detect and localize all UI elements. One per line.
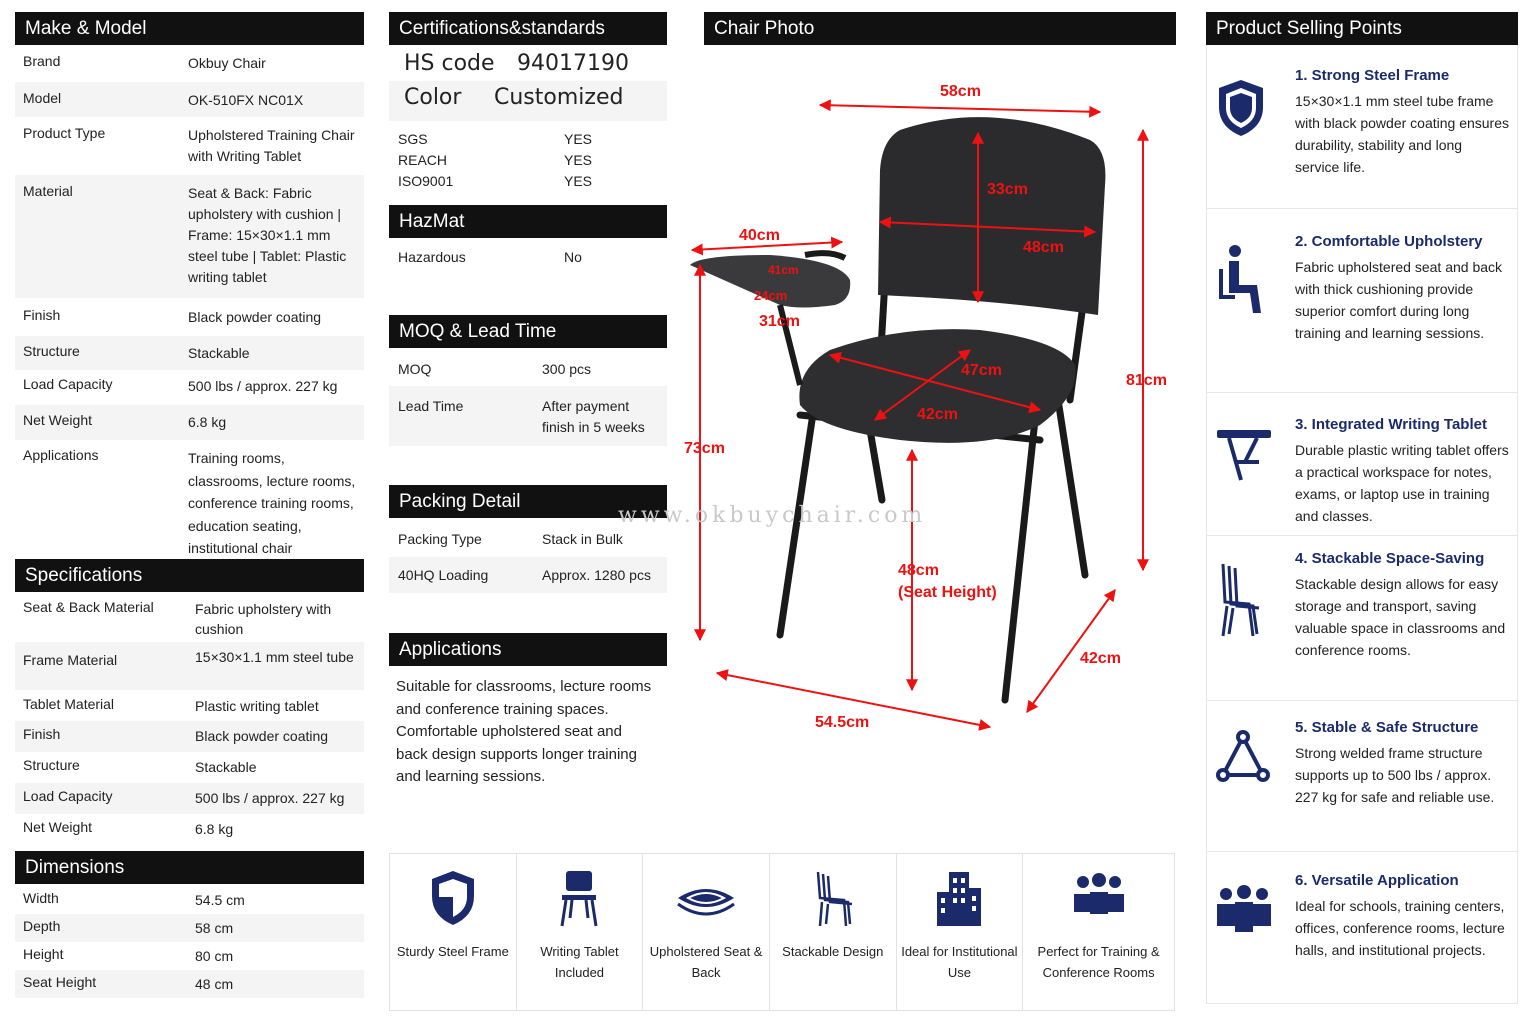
hs-code-label: HS code <box>404 51 495 76</box>
moq-row <box>389 386 667 446</box>
selling-point-text: Durable plastic writing tablet offers a practical workspace for notes, exams, or laptop use in training and classes. <box>1295 442 1509 524</box>
row-value: Okbuy Chair <box>188 55 266 71</box>
chair-backrest <box>878 117 1105 315</box>
feature-label: Upholstered Seat & Back <box>649 944 763 980</box>
hazmat-key: Hazardous <box>398 249 466 265</box>
table-row <box>15 45 364 82</box>
table-row <box>15 336 364 370</box>
packing-table <box>389 518 667 633</box>
group-icon <box>1215 884 1273 936</box>
group-icon <box>1071 868 1127 928</box>
dim-base-width: 54.5cm <box>815 714 870 731</box>
feature-item <box>897 854 1024 1010</box>
cert-value: YES <box>564 173 593 189</box>
dim-tablet-height: 73cm <box>684 440 725 457</box>
cert-value: YES <box>564 131 593 147</box>
feature-label: Perfect for Training & Conference Rooms <box>1037 944 1160 980</box>
feature-strip <box>389 853 1175 1011</box>
row-value: OK-510FX NC01X <box>188 92 304 108</box>
row-key: Finish <box>23 307 61 323</box>
feature-item <box>770 854 897 1010</box>
dim-seat-height: 48cm <box>898 562 939 579</box>
row-key: Width <box>23 890 59 906</box>
dim-width-top: 58cm <box>940 83 981 100</box>
table-row <box>15 440 364 556</box>
selling-point <box>1207 701 1517 852</box>
selling-point-title: 3. Integrated Writing Tablet <box>1295 416 1487 433</box>
selling-point <box>1207 45 1517 209</box>
dim-tablet-d3: 31cm <box>759 313 800 330</box>
selling-point <box>1207 393 1517 536</box>
feature-item <box>390 854 517 1010</box>
table-row <box>15 886 364 914</box>
row-key: Material <box>23 183 73 199</box>
selling-point <box>1207 852 1517 1004</box>
specifications-table <box>15 592 364 845</box>
make-model-table <box>15 45 364 556</box>
row-value: Plastic writing tablet <box>195 698 319 714</box>
row-key: Applications <box>23 447 99 463</box>
dim-tablet-d2: 24cm <box>754 288 788 303</box>
building-icon <box>934 868 984 928</box>
row-key: Structure <box>23 757 80 773</box>
selling-point-text: 15×30×1.1 mm steel tube frame with black powder coating ensures durability, stability and long service life. <box>1295 93 1510 175</box>
dim-depth: 42cm <box>1080 650 1121 667</box>
cushion-icon <box>674 868 738 928</box>
dim-seat-depth: 47cm <box>961 362 1002 379</box>
cert-name: ISO9001 <box>398 173 454 189</box>
selling-point-title: 1. Strong Steel Frame <box>1295 67 1450 84</box>
certifications-header: Certifications&standards <box>389 12 667 45</box>
row-key: Model <box>23 90 62 106</box>
table-row <box>15 814 364 845</box>
table-row <box>15 970 364 998</box>
feature-item <box>517 854 644 1010</box>
table-row <box>15 175 364 298</box>
feature-label: Sturdy Steel Frame <box>396 944 509 959</box>
row-key: Structure <box>23 343 80 359</box>
applications-paragraph: Comfortable upholstered seat and back design supports longer training and learning sessions. <box>396 723 637 786</box>
cert-row <box>398 129 667 150</box>
color-row <box>389 81 667 121</box>
table-row <box>15 783 364 814</box>
row-key: Height <box>23 946 64 962</box>
moq-key: MOQ <box>398 361 432 377</box>
selling-point-text: Stackable design allows for easy storage and transport, saving valuable space in classrooms and conference rooms. <box>1295 576 1506 658</box>
table-row <box>15 642 364 690</box>
row-value: 54.5 cm <box>195 892 245 908</box>
moq-table <box>389 348 667 485</box>
table-row <box>15 370 364 405</box>
watermark: www.okbuychair.com <box>618 503 927 528</box>
packing-row <box>389 557 667 593</box>
row-key: Depth <box>23 918 61 934</box>
table-row <box>15 298 364 336</box>
row-value: 48 cm <box>195 976 234 992</box>
make-model-column <box>15 12 364 998</box>
row-value: Stackable <box>188 345 250 361</box>
packing-key: Packing Type <box>398 531 482 547</box>
cert-row <box>398 171 667 192</box>
selling-point <box>1207 209 1517 393</box>
seated-person-icon <box>1215 243 1267 317</box>
table-row <box>15 594 364 642</box>
tablet-chair-icon <box>554 868 604 928</box>
moq-key: Lead Time <box>398 398 464 414</box>
selling-point-text: Strong welded frame structure supports up to 500 lbs / approx. 227 kg for safe and reliable use. <box>1295 745 1495 805</box>
stacked-chairs-icon <box>1215 560 1265 640</box>
feature-item <box>643 854 770 1010</box>
row-value: 6.8 kg <box>195 821 234 837</box>
dim-back-width: 48cm <box>1023 239 1064 256</box>
triangle-structure-icon <box>1215 729 1271 785</box>
row-key: Net Weight <box>23 819 92 835</box>
chair-photo <box>618 60 1180 740</box>
moq-value: After payment finish in 5 weeks <box>542 398 645 435</box>
row-value: 6.8 kg <box>188 414 227 430</box>
row-key: Finish <box>23 726 61 742</box>
moq-value: 300 pcs <box>542 361 592 377</box>
cert-name: SGS <box>398 131 428 147</box>
hs-code-row <box>389 45 667 81</box>
packing-key: 40HQ Loading <box>398 567 489 583</box>
chair-seat <box>799 329 1075 443</box>
feature-label: Writing Tablet Included <box>540 944 619 980</box>
row-key: Seat Height <box>23 974 97 990</box>
certifications-column <box>389 12 667 789</box>
hazmat-header: HazMat <box>389 205 667 238</box>
row-value: 15×30×1.1 mm steel tube <box>195 649 354 665</box>
table-row <box>15 117 364 175</box>
selling-point-text: Fabric upholstered seat and back with thick cushioning provide superior comfort during long training and learning sessions. <box>1295 259 1503 341</box>
table-row <box>15 82 364 117</box>
row-value: Upholstered Training Chair with Writing Tablet <box>188 127 355 164</box>
applications-header: Applications <box>389 633 667 666</box>
row-key: Brand <box>23 53 61 69</box>
row-value: 58 cm <box>195 920 234 936</box>
row-value: 500 lbs / approx. 227 kg <box>195 790 345 806</box>
dim-seat-height-note: (Seat Height) <box>898 584 997 601</box>
cert-name: REACH <box>398 152 448 168</box>
table-row <box>15 690 364 721</box>
row-value: Stackable <box>195 759 257 775</box>
feature-label: Stackable Design <box>782 944 884 959</box>
selling-points-column <box>1206 12 1518 1004</box>
color-value: Customized <box>494 85 624 110</box>
row-key: Load Capacity <box>23 376 113 392</box>
stacked-chairs-icon <box>808 868 858 928</box>
hs-code-value: 94017190 <box>517 51 629 76</box>
applications-paragraph: Suitable for classrooms, lecture rooms and conference training spaces. <box>396 678 652 718</box>
dimensions-table <box>15 884 364 998</box>
hazmat-row <box>389 238 667 315</box>
dim-total-height: 81cm <box>1126 372 1167 389</box>
row-key: Frame Material <box>23 652 118 668</box>
row-value: Seat & Back: Fabric upholstery with cushion | Frame: 15×30×1.1 mm steel tube | Tablet: Plastic writing tablet <box>188 185 347 285</box>
row-value: Fabric upholstery with cushion <box>195 601 332 637</box>
table-row <box>15 721 364 752</box>
selling-point-title: 4. Stackable Space-Saving <box>1295 550 1485 567</box>
row-key: Tablet Material <box>23 696 115 712</box>
packing-header: Packing Detail <box>389 485 667 518</box>
chair-photo-column <box>704 12 1176 45</box>
desk-icon <box>1215 426 1273 482</box>
applications-text <box>389 666 667 789</box>
make-model-header: Make & Model <box>15 12 364 45</box>
dim-tablet-d1: 41cm <box>768 263 799 277</box>
table-row <box>15 942 364 970</box>
dim-back-height: 33cm <box>987 181 1028 198</box>
moq-row <box>389 348 667 386</box>
row-value: Training rooms, classrooms, lecture rooms, conference training rooms, education seating, institutional chair <box>188 450 356 556</box>
color-label: Color <box>404 85 462 110</box>
row-key: Load Capacity <box>23 788 113 804</box>
chair-photo-header: Chair Photo <box>704 12 1176 45</box>
packing-value: Stack in Bulk <box>542 531 623 547</box>
table-row <box>15 914 364 942</box>
selling-points-header: Product Selling Points <box>1206 12 1518 45</box>
row-value: Black powder coating <box>188 309 322 325</box>
row-key: Product Type <box>23 125 106 141</box>
dim-seat-width: 42cm <box>917 406 958 423</box>
selling-point-title: 2. Comfortable Upholstery <box>1295 233 1483 250</box>
row-key: Seat & Back Material <box>23 599 154 615</box>
table-row <box>15 405 364 440</box>
hazmat-value: No <box>564 249 582 265</box>
row-value: 500 lbs / approx. 227 kg <box>188 378 338 394</box>
cert-row <box>398 150 667 171</box>
row-key: Net Weight <box>23 412 92 428</box>
specifications-header: Specifications <box>15 559 364 592</box>
dim-tablet-width: 40cm <box>739 227 780 244</box>
selling-point <box>1207 536 1517 701</box>
selling-point-title: 6. Versatile Application <box>1295 872 1459 889</box>
selling-point-text: Ideal for schools, training centers, offices, conference rooms, lecture halls, and institutional projects. <box>1295 898 1505 958</box>
shield-icon <box>428 868 478 928</box>
feature-label: Ideal for Institutional Use <box>901 944 1018 980</box>
packing-value: Approx. 1280 pcs <box>542 567 651 583</box>
selling-point-title: 5. Stable & Safe Structure <box>1295 719 1479 736</box>
shield-icon <box>1215 77 1267 139</box>
row-value: 80 cm <box>195 948 234 964</box>
cert-value: YES <box>564 152 593 168</box>
moq-header: MOQ & Lead Time <box>389 315 667 348</box>
row-value: Black powder coating <box>195 728 329 744</box>
dimensions-header: Dimensions <box>15 851 364 884</box>
feature-item <box>1023 854 1174 1010</box>
table-row <box>15 752 364 783</box>
cert-list <box>389 121 667 205</box>
